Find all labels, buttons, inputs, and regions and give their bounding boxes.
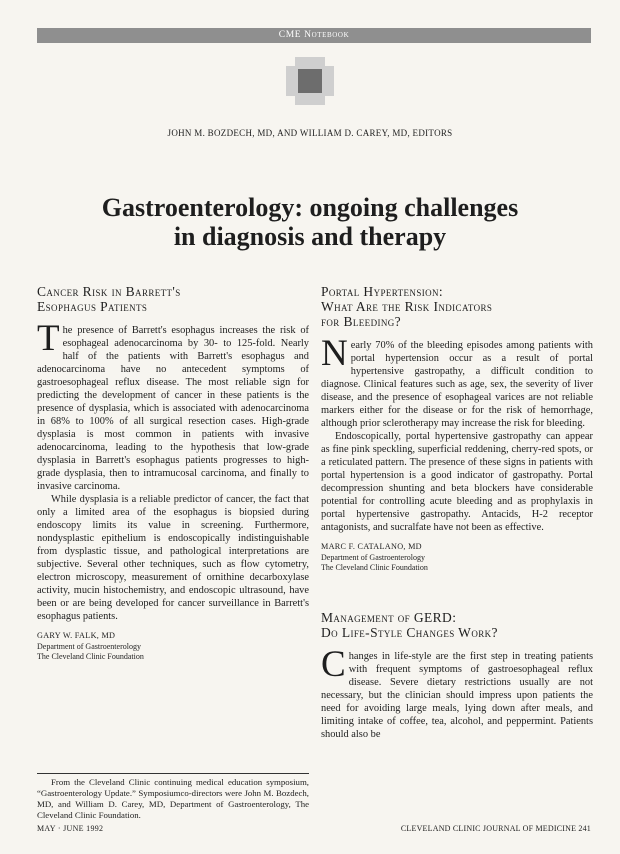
section-heading-portal: Portal Hypertension: What Are the Risk Indicators for Bleeding? [321,284,493,329]
editors-line: JOHN M. BOZDECH, MD, AND WILLIAM D. CAREY, MD, EDITORS [167,128,453,138]
title-line-1: Gastroenterology: ongoing challenges [101,193,519,222]
journal-logo-icon [286,57,334,105]
article-title [40,193,580,251]
drop-cap: T [37,318,60,359]
portal-paragraph-1: Nearly 70% of the bleeding episodes among patients with portal hypertension occur as a result of portal hypertensive gastropathy, a difficult condition to diagnose. Clinical features such as age, sex, the severity of liver disease, and the presence of esophageal varices are not reliable markers either for the disease or for the risk of hemorrhage, although prior sclerotherapy may increase the risk for bleeding. [321,333,593,429]
issue-date: MAY · JUNE 1992 [37,824,104,833]
right-column [321,284,593,741]
barretts-paragraph-2: While dysplasia is a reliable predictor of cancer, the fact that only a limited area of the esophagus is biopsied during endoscopy limits its value in screening. Furthermore, nondysplastic epithelium is endoscopically indistinguishable from dysplastic tissue, and pathological interpretations are subjective. Several other techniques, such as flow cytometry, electron microscopy, measurement of ornithine decarboxylase activity, mucin histochemistry, and endoscopic ultrasound, have been or are being developed for cancer surveillance in Barrett's esophagus patients. [37,494,309,622]
author-block-catalano: MARC F. CATALANO, MD Department of Gastroenterology The Cleveland Clinic Foundation [321,542,428,572]
section-banner: CME Notebook [37,28,591,43]
footnote: From the Cleveland Clinic continuing medical education symposium, “Gastroenterology Update.” Symposiumco-directors were John M. Bozdech, MD, and William D. Carey, MD, Department of Gastroenterology, The Cleveland Clinic Foundation. [37,777,309,820]
barretts-paragraph-1: The presence of Barrett's esophagus increases the risk of esophageal adenocarcinoma by 30- to 125-fold. Nearly half of the patients with Barrett's esophagus and adenocarcinoma have no antecedent symptoms of gastroesophageal reflux disease. The most reliable sign for predicting the development of cancer in these patients is the presence of dysplasia, which is associated with adenocarcinoma in 68% to 100% of all surgical resection cases. High-grade dysplasia is most common in patients with invasive adenocarcinoma, leading to the hypothesis that low-grade dysplasia in Barrett's esophagus patients progresses to high-grade dysplasia, then to intramucosal carcinoma, and finally to invasive carcinoma. [37,318,309,492]
journal-page: CLEVELAND CLINIC JOURNAL OF MEDICINE 241 [400,824,591,833]
footnote-divider [37,773,309,774]
drop-cap: N [321,333,348,374]
portal-paragraph-2: Endoscopically, portal hypertensive gastropathy can appear as fine pink speckling, superficial reddening, cherry-red spots, or a reticulated pattern. The presence of these signs in patients with portal hypertension is a good indicator of gastropathy. Portal decompression shunting and beta blockers have considerable potential for controlling acute bleeding and as prophylaxis in portal hypertensive gastropathy. Antacids, H-2 receptor antagonists, and sucralfate have not been as effective. [321,431,593,533]
drop-cap: C [321,643,346,685]
gerd-paragraph-1: Changes in life-style are the first step in treating patients with frequent symptoms of gastroesophageal reflux disease. Severe dietary restrictions usually are not necessary, but the clinician should impress upon patients the need for avoiding large meals, lying down after meals, and limiting intake of coffee, tea, alcohol, and peppermint. Patients should also be [321,643,593,740]
section-heading-barretts: Cancer Risk in Barrett's Esophagus Patients [37,284,181,314]
author-block-falk: GARY W. FALK, MD Department of Gastroenterology The Cleveland Clinic Foundation [37,631,144,661]
section-heading-gerd: Management of GERD: Do Life-Style Changes Work? [321,609,498,640]
left-column [37,284,309,663]
title-line-2: in diagnosis and therapy [173,222,447,251]
